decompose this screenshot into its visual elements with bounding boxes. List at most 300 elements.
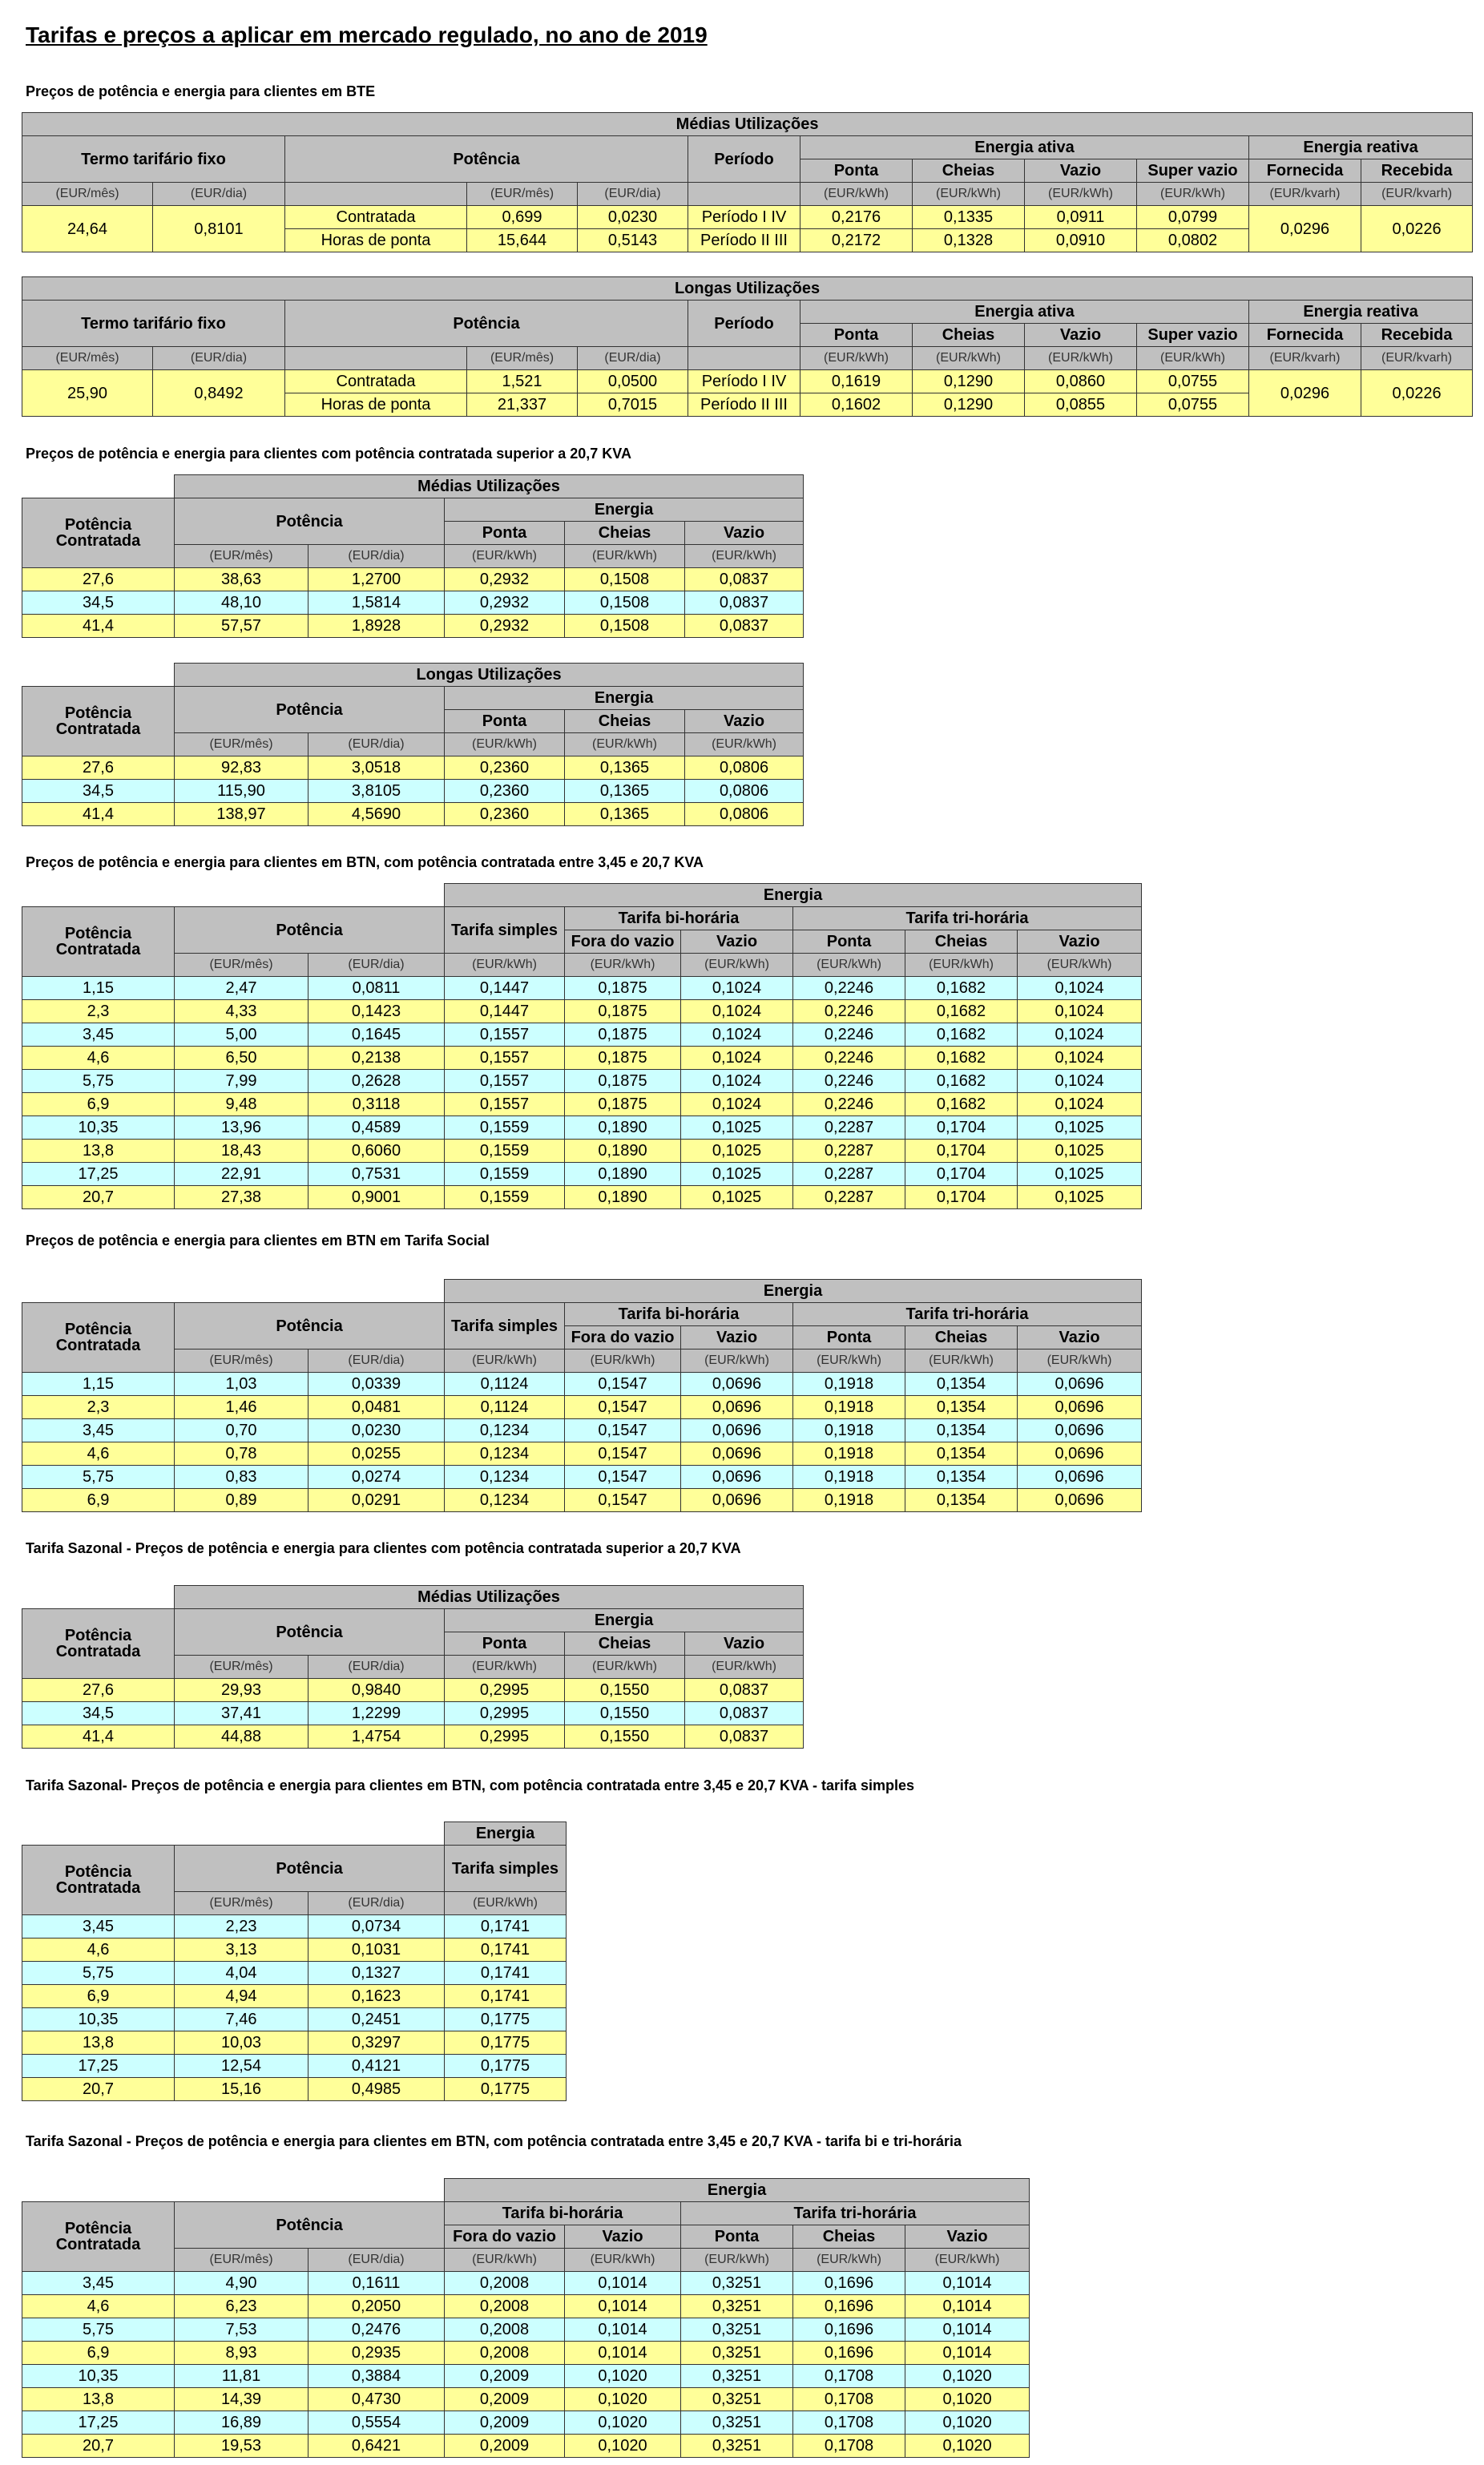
table-cell: 6,9 bbox=[22, 1093, 175, 1116]
table-cell: Horas de ponta bbox=[285, 229, 467, 252]
table-row bbox=[22, 1679, 804, 1702]
table-cell: 0,2009 bbox=[445, 2388, 565, 2411]
table-cell: 6,9 bbox=[22, 2342, 175, 2365]
header-periodo: Período bbox=[688, 301, 800, 347]
table-cell: 0,2008 bbox=[445, 2318, 565, 2342]
header-tarifa-simples: Tarifa simples bbox=[445, 1303, 565, 1349]
header-energia-ativa: Energia ativa bbox=[800, 136, 1249, 159]
unit-cell: (EUR/dia) bbox=[153, 183, 285, 206]
table-cell: 0,1024 bbox=[1018, 1070, 1142, 1093]
table-cell: 0,89 bbox=[175, 1489, 308, 1512]
unit-cell: (EUR/kWh) bbox=[445, 733, 565, 756]
table-cell: 0,2172 bbox=[800, 229, 913, 252]
table-cell: 0,1557 bbox=[445, 1070, 565, 1093]
unit-cell: (EUR/kWh) bbox=[800, 183, 913, 206]
unit-cell: (EUR/dia) bbox=[308, 2249, 445, 2272]
table-cell: 0,0696 bbox=[681, 1442, 793, 1466]
unit-cell: (EUR/dia) bbox=[308, 545, 445, 568]
table-row bbox=[22, 1962, 567, 1985]
header-vazio: Vazio bbox=[681, 930, 793, 954]
table-cell: 20,7 bbox=[22, 2435, 175, 2458]
table-cell: 0,1025 bbox=[1018, 1116, 1142, 1140]
table-cell: 0,7015 bbox=[578, 393, 688, 417]
table-cell: 0,5554 bbox=[308, 2411, 445, 2435]
table-cell: 41,4 bbox=[22, 615, 175, 638]
header-termo: Termo tarifário fixo bbox=[22, 136, 285, 183]
header-longas: Longas Utilizações bbox=[22, 277, 1473, 301]
header-vazio: Vazio bbox=[565, 2225, 681, 2249]
table-cell: 0,0230 bbox=[308, 1419, 445, 1442]
header-vazio: Vazio bbox=[685, 710, 804, 733]
table-row bbox=[22, 2008, 567, 2031]
table-cell: 0,3251 bbox=[681, 2295, 793, 2318]
unit-cell: (EUR/kWh) bbox=[681, 1349, 793, 1373]
table-cell: 0,1234 bbox=[445, 1466, 565, 1489]
table-cell: 0,1918 bbox=[793, 1419, 905, 1442]
unit-cell: (EUR/mês) bbox=[175, 1892, 308, 1915]
table-cell: 0,1696 bbox=[793, 2272, 905, 2295]
unit-cell: (EUR/kvarh) bbox=[1361, 347, 1473, 370]
table-cell: 0,0734 bbox=[308, 1915, 445, 1939]
table-cell: 0,1024 bbox=[681, 1070, 793, 1093]
table-cell: 0,0755 bbox=[1137, 370, 1249, 393]
table-cell: 0,1234 bbox=[445, 1419, 565, 1442]
table-cell: 4,33 bbox=[175, 1000, 308, 1023]
table-cell: 10,35 bbox=[22, 2365, 175, 2388]
unit-cell: (EUR/kWh) bbox=[565, 954, 681, 977]
table-cell: 38,63 bbox=[175, 568, 308, 591]
table-cell: 0,3251 bbox=[681, 2411, 793, 2435]
table-row bbox=[22, 756, 804, 780]
table-sazonal-bitri bbox=[22, 2178, 1030, 2458]
table-cell: Período I IV bbox=[688, 370, 800, 393]
table-cell: 8,93 bbox=[175, 2342, 308, 2365]
table-row bbox=[22, 1163, 1142, 1186]
table-cell: 1,2700 bbox=[308, 568, 445, 591]
table-cell: 0,1890 bbox=[565, 1116, 681, 1140]
blank-cell bbox=[22, 1822, 445, 1846]
table-cell: 0,0837 bbox=[685, 568, 804, 591]
table-cell: 29,93 bbox=[175, 1679, 308, 1702]
table-cell: 0,1741 bbox=[445, 1915, 567, 1939]
table-cell: 0,1696 bbox=[793, 2318, 905, 2342]
table-cell: 0,3251 bbox=[681, 2342, 793, 2365]
table-cell: 0,4121 bbox=[308, 2055, 445, 2078]
table-cell: 0,2246 bbox=[793, 1023, 905, 1047]
section-heading-sup207: Preços de potência e energia para clientes com potência contratada superior a 20,7 KVA bbox=[26, 446, 631, 462]
table-cell: 0,78 bbox=[175, 1442, 308, 1466]
table-cell: 0,1025 bbox=[681, 1116, 793, 1140]
unit-cell: (EUR/kWh) bbox=[565, 1349, 681, 1373]
table-cell: 0,1020 bbox=[905, 2388, 1030, 2411]
table-cell: 0,1447 bbox=[445, 1000, 565, 1023]
unit-cell: (EUR/kWh) bbox=[445, 954, 565, 977]
table-cell: 0,1354 bbox=[905, 1396, 1018, 1419]
termo-dia: 0,8101 bbox=[153, 206, 285, 252]
header-ponta: Ponta bbox=[793, 1326, 905, 1349]
table-cell: 0,0481 bbox=[308, 1396, 445, 1419]
table-cell: 0,0696 bbox=[1018, 1442, 1142, 1466]
section-heading-sazonal-bitri: Tarifa Sazonal - Preços de potência e energia para clientes em BTN, com potência contratada entre 3,45 e 20,7 KVA - tarifa bi e tri-horária bbox=[26, 2133, 962, 2149]
unit-cell: (EUR/mês) bbox=[467, 347, 578, 370]
table-cell: 0,1031 bbox=[308, 1939, 445, 1962]
table-cell: 5,00 bbox=[175, 1023, 308, 1047]
header-fornecida: Fornecida bbox=[1249, 159, 1361, 183]
header-potencia-contratada: Potência Contratada bbox=[22, 1303, 175, 1373]
unit-cell: (EUR/kWh) bbox=[1025, 183, 1137, 206]
table-cell: 0,1024 bbox=[681, 1000, 793, 1023]
table-row bbox=[22, 1373, 1142, 1396]
table-cell: 0,0696 bbox=[1018, 1419, 1142, 1442]
header-ponta: Ponta bbox=[793, 930, 905, 954]
unit-cell: (EUR/kWh) bbox=[1137, 183, 1249, 206]
recebida-value: 0,0226 bbox=[1361, 206, 1473, 252]
table-cell: 20,7 bbox=[22, 1186, 175, 1209]
table-cell: 0,1775 bbox=[445, 2008, 567, 2031]
table-cell: 0,2451 bbox=[308, 2008, 445, 2031]
termo-dia: 0,8492 bbox=[153, 370, 285, 417]
unit-cell: (EUR/kWh) bbox=[1018, 954, 1142, 977]
table-cell: 0,1354 bbox=[905, 1489, 1018, 1512]
table-row bbox=[22, 2342, 1030, 2365]
table-row bbox=[22, 1702, 804, 1725]
table-cell: 0,2935 bbox=[308, 2342, 445, 2365]
table-cell: 0,1875 bbox=[565, 1000, 681, 1023]
table-cell: 0,1559 bbox=[445, 1140, 565, 1163]
table-cell: 0,1014 bbox=[565, 2272, 681, 2295]
blank-cell bbox=[22, 475, 175, 498]
table-cell: 0,1024 bbox=[1018, 1047, 1142, 1070]
table-cell: 0,1025 bbox=[681, 1163, 793, 1186]
table-cell: 0,0806 bbox=[685, 803, 804, 826]
table-cell: 0,1918 bbox=[793, 1466, 905, 1489]
table-cell: 0,1741 bbox=[445, 1985, 567, 2008]
header-energia: Energia bbox=[445, 2179, 1030, 2202]
table-cell: 0,0806 bbox=[685, 780, 804, 803]
table-cell: 16,89 bbox=[175, 2411, 308, 2435]
unit-cell: (EUR/dia) bbox=[153, 347, 285, 370]
table-row bbox=[22, 803, 804, 826]
table-cell: 0,1290 bbox=[913, 370, 1025, 393]
unit-cell bbox=[285, 183, 467, 206]
table-cell: 34,5 bbox=[22, 780, 175, 803]
table-row bbox=[22, 1023, 1142, 1047]
table-cell: 48,10 bbox=[175, 591, 308, 615]
table-row bbox=[22, 1070, 1142, 1093]
table-cell: 0,1354 bbox=[905, 1373, 1018, 1396]
table-cell: 0,83 bbox=[175, 1466, 308, 1489]
table-cell: 0,1447 bbox=[445, 977, 565, 1000]
table-cell: 0,0837 bbox=[685, 1725, 804, 1749]
table-cell: 0,0339 bbox=[308, 1373, 445, 1396]
table-cell: 2,3 bbox=[22, 1396, 175, 1419]
table-cell: 57,57 bbox=[175, 615, 308, 638]
header-energia: Energia bbox=[445, 1822, 567, 1846]
unit-cell: (EUR/kWh) bbox=[793, 2249, 905, 2272]
table-cell: 0,1602 bbox=[800, 393, 913, 417]
table-cell: 3,0518 bbox=[308, 756, 445, 780]
table-cell: 0,2287 bbox=[793, 1163, 905, 1186]
table-cell: 0,1423 bbox=[308, 1000, 445, 1023]
table-cell: 0,1775 bbox=[445, 2055, 567, 2078]
table-cell: 0,1708 bbox=[793, 2435, 905, 2458]
header-potencia-contratada: Potência Contratada bbox=[22, 498, 175, 568]
header-ponta: Ponta bbox=[800, 324, 913, 347]
table-cell: 0,2246 bbox=[793, 1093, 905, 1116]
table-cell: 0,0910 bbox=[1025, 229, 1137, 252]
table-cell: 0,1550 bbox=[565, 1725, 685, 1749]
header-vazio: Vazio bbox=[1018, 1326, 1142, 1349]
table-cell: 0,0274 bbox=[308, 1466, 445, 1489]
unit-cell bbox=[688, 183, 800, 206]
table-cell: 0,1623 bbox=[308, 1985, 445, 2008]
table-cell: 0,1014 bbox=[905, 2342, 1030, 2365]
table-row bbox=[22, 2318, 1030, 2342]
table-cell: 13,8 bbox=[22, 2388, 175, 2411]
unit-cell: (EUR/kWh) bbox=[565, 2249, 681, 2272]
table-cell: 6,50 bbox=[175, 1047, 308, 1070]
table-row bbox=[22, 1985, 567, 2008]
unit-cell: (EUR/kvarh) bbox=[1249, 183, 1361, 206]
table-cell: 21,337 bbox=[467, 393, 578, 417]
table-cell: 2,3 bbox=[22, 1000, 175, 1023]
table-cell: 0,3251 bbox=[681, 2435, 793, 2458]
termo-mes: 25,90 bbox=[22, 370, 153, 417]
table-cell: 0,1557 bbox=[445, 1093, 565, 1116]
table-cell: 34,5 bbox=[22, 591, 175, 615]
header-energia-reativa: Energia reativa bbox=[1249, 136, 1473, 159]
table-cell: 15,644 bbox=[467, 229, 578, 252]
section-heading-sazonal-simples: Tarifa Sazonal- Preços de potência e energia para clientes em BTN, com potência contratada entre 3,45 e 20,7 KVA - tarifa simples bbox=[26, 1777, 915, 1793]
table-cell: 0,1024 bbox=[681, 977, 793, 1000]
table-cell: 34,5 bbox=[22, 1702, 175, 1725]
table-cell: 0,1328 bbox=[913, 229, 1025, 252]
table-cell: 0,1696 bbox=[793, 2342, 905, 2365]
table-cell: 0,1550 bbox=[565, 1679, 685, 1702]
table-cell: 0,2050 bbox=[308, 2295, 445, 2318]
header-medias: Médias Utilizações bbox=[175, 1586, 804, 1609]
header-super-vazio: Super vazio bbox=[1137, 159, 1249, 183]
table-bte-medias bbox=[22, 112, 1473, 252]
table-cell: 41,4 bbox=[22, 803, 175, 826]
table-cell: 0,1547 bbox=[565, 1489, 681, 1512]
unit-cell: (EUR/kWh) bbox=[445, 1349, 565, 1373]
termo-mes: 24,64 bbox=[22, 206, 153, 252]
header-vazio: Vazio bbox=[1025, 324, 1137, 347]
table-cell: 0,2476 bbox=[308, 2318, 445, 2342]
table-cell: 0,1704 bbox=[905, 1163, 1018, 1186]
table-cell: 0,1354 bbox=[905, 1466, 1018, 1489]
table-cell: 0,2009 bbox=[445, 2435, 565, 2458]
table-cell: 0,1547 bbox=[565, 1373, 681, 1396]
table-cell: 0,0802 bbox=[1137, 229, 1249, 252]
header-medias: Médias Utilizações bbox=[22, 113, 1473, 136]
header-cheias: Cheias bbox=[905, 930, 1018, 954]
table-cell: 0,0500 bbox=[578, 370, 688, 393]
header-potencia-contratada: Potência Contratada bbox=[22, 2202, 175, 2272]
table-cell: 0,9001 bbox=[308, 1186, 445, 1209]
header-potencia: Potência bbox=[285, 136, 688, 183]
table-cell: 4,5690 bbox=[308, 803, 445, 826]
table-cell: 0,0696 bbox=[1018, 1466, 1142, 1489]
table-row bbox=[22, 1915, 567, 1939]
table-cell: 0,1704 bbox=[905, 1116, 1018, 1140]
table-row bbox=[22, 1186, 1142, 1209]
table-row bbox=[22, 2078, 567, 2101]
blank-cell bbox=[22, 664, 175, 687]
table-cell: 0,2995 bbox=[445, 1725, 565, 1749]
table-row bbox=[22, 1093, 1142, 1116]
blank-cell bbox=[22, 2179, 445, 2202]
table-cell: Contratada bbox=[285, 206, 467, 229]
header-potencia-contratada: Potência Contratada bbox=[22, 907, 175, 977]
header-energia: Energia bbox=[445, 884, 1142, 907]
table-cell: 0,2009 bbox=[445, 2411, 565, 2435]
unit-cell: (EUR/kvarh) bbox=[1249, 347, 1361, 370]
table-cell: 0,1741 bbox=[445, 1939, 567, 1962]
table-cell: 0,1557 bbox=[445, 1023, 565, 1047]
header-potencia: Potência bbox=[175, 687, 445, 733]
table-cell: 0,1365 bbox=[565, 756, 685, 780]
table-cell: 0,2287 bbox=[793, 1140, 905, 1163]
table-sazonal-simples bbox=[22, 1822, 567, 2101]
unit-cell: (EUR/kWh) bbox=[445, 2249, 565, 2272]
table-social bbox=[22, 1279, 1142, 1512]
table-row bbox=[22, 2031, 567, 2055]
header-tarifa-tri: Tarifa tri-horária bbox=[793, 907, 1142, 930]
header-energia: Energia bbox=[445, 687, 804, 710]
header-ponta: Ponta bbox=[800, 159, 913, 183]
table-cell: 0,1918 bbox=[793, 1396, 905, 1419]
unit-cell bbox=[688, 347, 800, 370]
section-heading-sazonal-sup: Tarifa Sazonal - Preços de potência e energia para clientes com potência contratada superior a 20,7 KVA bbox=[26, 1540, 741, 1556]
section-heading-btn: Preços de potência e energia para clientes em BTN, com potência contratada entre 3,45 e 20,7 KVA bbox=[26, 854, 704, 870]
header-longas: Longas Utilizações bbox=[175, 664, 804, 687]
table-cell: 0,3251 bbox=[681, 2365, 793, 2388]
table-cell: 0,1547 bbox=[565, 1442, 681, 1466]
header-tarifa-bi: Tarifa bi-horária bbox=[445, 2202, 681, 2225]
unit-cell: (EUR/kWh) bbox=[913, 347, 1025, 370]
table-cell: 0,1020 bbox=[905, 2435, 1030, 2458]
table-cell: 0,1025 bbox=[1018, 1163, 1142, 1186]
table-cell: 0,1890 bbox=[565, 1186, 681, 1209]
table-cell: 0,1875 bbox=[565, 1023, 681, 1047]
unit-cell: (EUR/kWh) bbox=[905, 2249, 1030, 2272]
table-cell: 0,1025 bbox=[681, 1186, 793, 1209]
table-cell: 0,1682 bbox=[905, 1047, 1018, 1070]
table-cell: 138,97 bbox=[175, 803, 308, 826]
fornecida-value: 0,0296 bbox=[1249, 206, 1361, 252]
table-cell: 3,8105 bbox=[308, 780, 445, 803]
blank-cell bbox=[22, 1280, 445, 1303]
table-cell: 0,1890 bbox=[565, 1163, 681, 1186]
header-energia: Energia bbox=[445, 498, 804, 522]
unit-cell: (EUR/mês) bbox=[175, 1656, 308, 1679]
table-cell: 0,1020 bbox=[905, 2411, 1030, 2435]
header-potencia: Potência bbox=[175, 907, 445, 954]
table-cell: 0,1124 bbox=[445, 1396, 565, 1419]
table-cell: 0,1014 bbox=[565, 2318, 681, 2342]
table-row bbox=[22, 2411, 1030, 2435]
table-cell: 13,8 bbox=[22, 1140, 175, 1163]
table-cell: 0,2360 bbox=[445, 756, 565, 780]
header-energia: Energia bbox=[445, 1609, 804, 1632]
table-cell: 0,1559 bbox=[445, 1186, 565, 1209]
unit-cell: (EUR/kWh) bbox=[445, 1892, 567, 1915]
table-cell: 0,1024 bbox=[681, 1047, 793, 1070]
unit-cell: (EUR/kWh) bbox=[565, 733, 685, 756]
table-cell: 4,6 bbox=[22, 1939, 175, 1962]
table-cell: 0,1741 bbox=[445, 1962, 567, 1985]
table-row bbox=[22, 568, 804, 591]
table-cell: 9,48 bbox=[175, 1093, 308, 1116]
table-cell: 0,70 bbox=[175, 1419, 308, 1442]
unit-cell: (EUR/kWh) bbox=[685, 1656, 804, 1679]
unit-cell: (EUR/kWh) bbox=[445, 1656, 565, 1679]
table-row bbox=[22, 1396, 1142, 1419]
table-cell: 22,91 bbox=[175, 1163, 308, 1186]
table-cell: 0,1557 bbox=[445, 1047, 565, 1070]
unit-cell: (EUR/kWh) bbox=[793, 1349, 905, 1373]
table-cell: 2,23 bbox=[175, 1915, 308, 1939]
table-row bbox=[22, 1725, 804, 1749]
unit-cell: (EUR/dia) bbox=[308, 1892, 445, 1915]
header-tarifa-bi: Tarifa bi-horária bbox=[565, 1303, 793, 1326]
table-cell: 44,88 bbox=[175, 1725, 308, 1749]
table-row bbox=[22, 1419, 1142, 1442]
table-cell: 0,1611 bbox=[308, 2272, 445, 2295]
table-cell: 0,1365 bbox=[565, 803, 685, 826]
table-cell: 0,2995 bbox=[445, 1702, 565, 1725]
header-ponta: Ponta bbox=[681, 2225, 793, 2249]
unit-cell: (EUR/kWh) bbox=[1018, 1349, 1142, 1373]
header-vazio: Vazio bbox=[685, 522, 804, 545]
table-cell: 0,1547 bbox=[565, 1419, 681, 1442]
table-cell: 0,0291 bbox=[308, 1489, 445, 1512]
unit-cell bbox=[285, 347, 467, 370]
table-cell: 0,2246 bbox=[793, 1047, 905, 1070]
unit-cell: (EUR/dia) bbox=[578, 183, 688, 206]
table-cell: 0,6060 bbox=[308, 1140, 445, 1163]
table-cell: 4,90 bbox=[175, 2272, 308, 2295]
table-cell: 13,8 bbox=[22, 2031, 175, 2055]
table-cell: 0,1645 bbox=[308, 1023, 445, 1047]
table-cell: 0,1024 bbox=[1018, 1000, 1142, 1023]
header-potencia-contratada: Potência Contratada bbox=[22, 1609, 175, 1679]
blank-cell bbox=[22, 884, 445, 907]
fornecida-value: 0,0296 bbox=[1249, 370, 1361, 417]
table-cell: 0,2176 bbox=[800, 206, 913, 229]
header-tarifa-tri: Tarifa tri-horária bbox=[681, 2202, 1030, 2225]
blank-cell bbox=[22, 1586, 175, 1609]
table-cell: 0,1918 bbox=[793, 1489, 905, 1512]
unit-cell: (EUR/mês) bbox=[175, 1349, 308, 1373]
table-cell: 4,94 bbox=[175, 1985, 308, 2008]
header-termo: Termo tarifário fixo bbox=[22, 301, 285, 347]
header-cheias: Cheias bbox=[565, 710, 685, 733]
unit-cell: (EUR/dia) bbox=[308, 1349, 445, 1373]
table-cell: 0,1024 bbox=[681, 1093, 793, 1116]
table-cell: 10,03 bbox=[175, 2031, 308, 2055]
table-cell: 7,46 bbox=[175, 2008, 308, 2031]
table-cell: 0,4589 bbox=[308, 1116, 445, 1140]
unit-cell: (EUR/dia) bbox=[308, 954, 445, 977]
table-cell: 17,25 bbox=[22, 2411, 175, 2435]
table-cell: 0,699 bbox=[467, 206, 578, 229]
header-ponta: Ponta bbox=[445, 710, 565, 733]
table-cell: 0,0696 bbox=[1018, 1489, 1142, 1512]
table-row bbox=[22, 615, 804, 638]
